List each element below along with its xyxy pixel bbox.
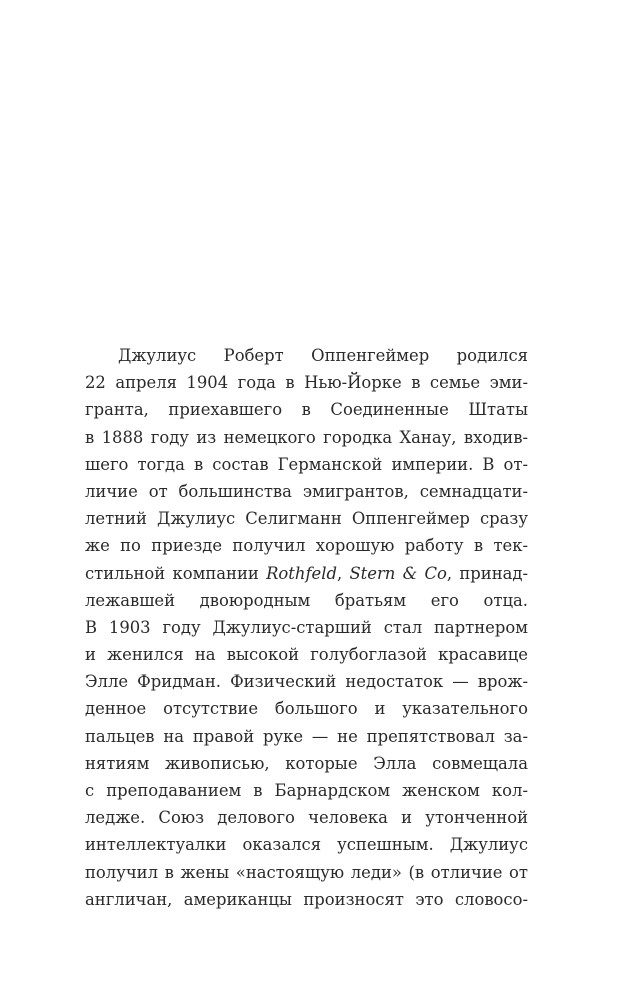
text-run: , принад- <box>446 563 528 583</box>
text-line: англичан, американцы произносят это словосо- <box>85 889 528 909</box>
text-line: личие от большинства эмигрантов, семнадцати- <box>85 481 528 501</box>
text-line: Элле Фридман. Физический недостаток — врож- <box>85 672 528 692</box>
italic-company-name: Rothfeld <box>266 563 337 583</box>
text-line: в 1888 году из немецкого городка Ханау, входив- <box>85 427 528 447</box>
text-run: , <box>336 563 350 583</box>
text-line: интеллектуалки оказался успешным. Джулиус <box>85 835 528 855</box>
text-line: ледже. Союз делового человека и утонченной <box>85 808 528 828</box>
text-line: 22 апреля 1904 года в Нью-Йорке в семье эми- <box>85 373 528 393</box>
text-line: Джулиус Роберт Оппенгеймер родился <box>118 346 528 365</box>
text-line: летний Джулиус Селигманн Оппенгеймер сразу <box>85 509 528 529</box>
text-line: лежавшей двоюродным братьям его отца. <box>85 590 528 610</box>
text-run: стильной компании <box>85 563 267 583</box>
body-paragraph <box>85 342 528 913</box>
text-line: с преподаванием в Барнардском женском кол- <box>85 781 528 800</box>
text-line: же по приезде получил хорошую работу в тек- <box>85 536 528 556</box>
text-line: В 1903 году Джулиус-старший стал партнером <box>85 617 528 637</box>
text-line: денное отсутствие большого и указательного <box>85 699 528 719</box>
text-line-with-italics <box>85 560 528 587</box>
italic-company-name: Stern & Co <box>349 563 447 583</box>
text-line: пальцев на правой руке — не препятствовал за- <box>85 726 528 746</box>
text-line: получил в жены «настоящую леди» (в отличие от <box>85 862 528 882</box>
text-line: и женился на высокой голубоглазой красавице <box>85 645 528 665</box>
text-line: гранта, приехавшего в Соединенные Штаты <box>85 400 528 420</box>
text-line: нятиям живописью, которые Элла совмещала <box>85 753 528 773</box>
text-line: шего тогда в состав Германской империи. В от- <box>85 454 528 474</box>
